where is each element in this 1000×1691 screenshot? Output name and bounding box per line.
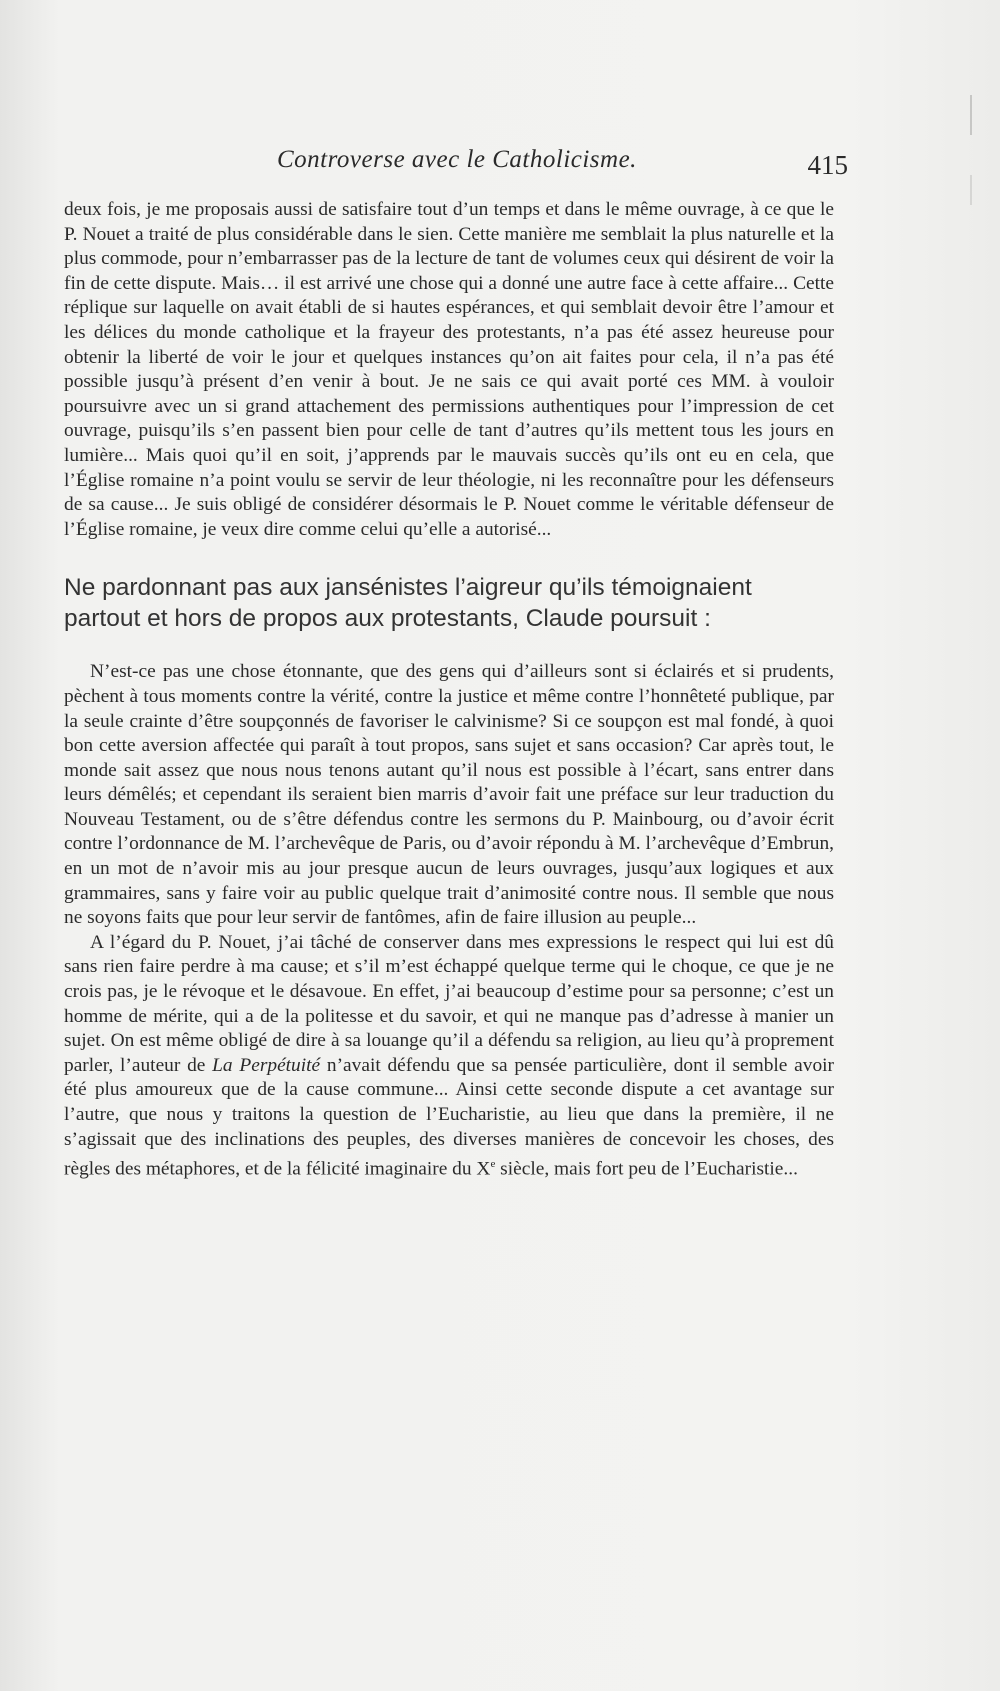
editorial-summary: Ne pardonnant pas aux jansénistes l’aigreur qu’ils témoignaient partout et hors de propos aux protestants, Claude poursuit : (64, 574, 752, 633)
quoted-block-2 (64, 660, 834, 1182)
right-margin-bleed (960, 0, 1000, 1691)
quoted-paragraph-2: N’est-ce pas une chose étonnante, que des gens qui d’ailleurs sont si éclairés et si prudents, pèchent à tous moments contre la vérité, contre la justice et même contre l’honnêteté publique, par la seule crainte d’être soupçonnés de favoriser le calvinisme? Si ce soupçon est mal fondé, à quoi bon cette aversion affectée qui paraît à tout propos, sans sujet et sans occasion? Car après tout, le monde sait assez que nous nous tenons autant qu’il nous est possible à l’écart, sans entrer dans leurs démêlés; et cependant ils seraient bien marris d’avoir fait une préface sur leur traduction du Nouveau Testament, ou de s’être défendus contre les sermons du P. Mainbourg, ou d’avoir écrit contre l’ordonnance de M. l’archevêque de Paris, ou d’avoir répondu à M. l’archevêque d’Embrun, en un mot de n’avoir mis au jour presque aucun de leurs ouvrages, jusqu’aux logiques et aux grammaires, sans y faire voir au public quelque trait d’animosité contre nous. Il semble que nous ne soyons faits que pour leur servir de fantômes, afin de faire illusion au peuple... (64, 661, 834, 929)
book-title-italic: La Perpétuité (212, 1054, 321, 1076)
paragraph-3-text-a: A l’égard du P. Nouet, j’ai tâché de conserver dans mes expressions le respect qui lui est dû sans rien faire perdre à ma cause; et s’il m’est échappé quelque terme qui le choque, ce que je ne crois pas, je le révoque et le désavoue. En effet, j’ai beaucoup d’estime pour sa personne; c’est un homme de mérite, qui a de la politesse et du savoir, et qui ne manque pas d’adresse à manier un sujet. On est même obligé de dire à sa louange qu’il a défendu sa religion, au lieu qu’à proprement parler, l’auteur de (64, 931, 834, 1076)
page-body (64, 198, 834, 1182)
margin-mark (970, 175, 972, 205)
paragraph-3-text-c: siècle, mais fort peu de l’Eucharistie... (495, 1158, 798, 1180)
page-header (62, 146, 848, 186)
century-superscript: e (490, 1158, 496, 1171)
running-title: Controverse avec le Catholicisme. (277, 146, 637, 173)
quoted-paragraph-3 (64, 931, 834, 1182)
paragraph-3-text-b: n’avait défendu que sa pensée particulière, dont il semble avoir été plus amoureux que de la cause commune... Ainsi cette seconde dispute a cet avantage sur l’autre, que nous y traitons la question de l’Eucharistie, au lieu que dans la première, il ne s’agissait que des inclinations des peuples, des diverses manières de concevoir les choses, des règles des métaphores, et de la félicité imaginaire du X (64, 1054, 835, 1180)
margin-mark (970, 95, 972, 135)
quoted-paragraph-1: deux fois, je me proposais aussi de satisfaire tout d’un temps et dans le même ouvrage, à ce que le P. Nouet a traité de plus considérable dans le sien. Cette manière me semblait la plus naturelle et la plus commode, pour n’embarrasser pas de la lecture de tant de volumes ceux qui désirent de voir la fin de cette dispute. Mais… il est arrivé une chose qui a donné une autre face à cette affaire... Cette réplique sur laquelle on avait établi de si hautes espérances, et qui semblait devoir être l’amour et les délices du monde catholique et la frayeur des protestants, n’a pas été assez heureuse pour obtenir la liberté de voir le jour et quelques instances qu’on ait faites pour cela, il n’a pas été possible jusqu’à présent d’en venir à bout. Je ne sais ce qui avait porté ces MM. à vouloir poursuivre avec un si grand attachement des permissions authentiques pour l’impression de cet ouvrage, puisqu’ils s’en passent bien pour celle de tant d’autres qu’ils mettent tous les jours en lumière... Mais quoi qu’il en soit, j’apprends par le mauvais succès qu’ils ont eu en cela, que l’Église romaine n’a point voulu se servir de leur théologie, ni les reconnaître pour les défenseurs de sa cause... Je suis obligé de considérer désormais le P. Nouet comme le véritable défenseur de l’Église romaine, je veux dire comme celui qu’elle a autorisé... (64, 199, 834, 540)
page-number: 415 (807, 150, 848, 180)
